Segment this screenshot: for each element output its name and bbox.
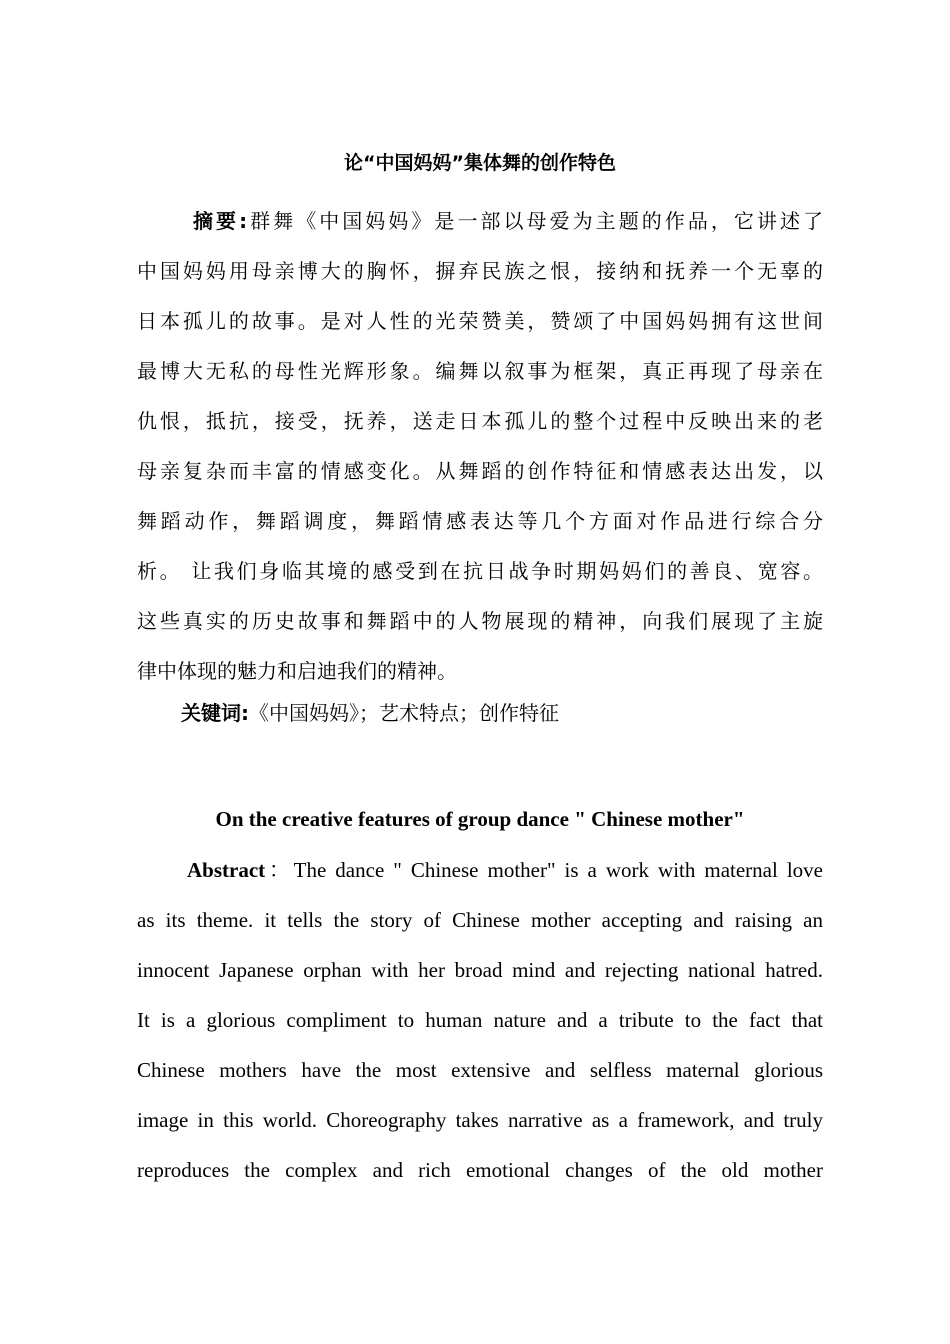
chinese-abstract [137,196,823,696]
english-abstract-line: Chinese mothers have the most extensive and selfless maternal glorious [137,1058,823,1082]
chinese-abstract-line: 最博大无私的母性光辉形象。编舞以叙事为框架，真正再现了母亲在 [137,359,823,383]
chinese-abstract-line: 舞蹈动作，舞蹈调度，舞蹈情感表达等几个方面对作品进行综合分 [137,509,823,533]
chinese-abstract-line: 母亲复杂而丰富的情感变化。从舞蹈的创作特征和情感表达出发，以 [137,459,823,483]
english-abstract-line: image in this world. Choreography takes narrative as a framework, and truly [137,1108,823,1132]
chinese-abstract-line: 这些真实的历史故事和舞蹈中的人物展现的精神，向我们展现了主旋 [137,609,823,633]
english-abstract-line: It is a glorious compliment to human nature and a tribute to the fact that [137,1008,823,1032]
chinese-abstract-line: 仇恨，抵抗，接受，抚养，送走日本孤儿的整个过程中反映出来的老 [137,409,823,433]
english-abstract-line: Abstract：The dance " Chinese mother" is a work with maternal love [187,858,823,882]
english-abstract-line: innocent Japanese orphan with her broad mind and rejecting national hatred. [137,958,823,982]
chinese-abstract-line: 日本孤儿的故事。是对人性的光荣赞美，赞颂了中国妈妈拥有这世间 [137,309,823,333]
chinese-abstract-label: 摘要: [193,209,248,233]
keywords-label: 关键词: [181,701,249,725]
keywords-text: 《中国妈妈》；艺术特点；创作特征 [249,701,559,725]
chinese-abstract-line: 摘要:群舞《中国妈妈》是一部以母爱为主题的作品，它讲述了 [193,209,823,233]
chinese-abstract-line: 律中体现的魅力和启迪我们的精神。 [137,659,457,683]
chinese-abstract-line: 析。 让我们身临其境的感受到在抗日战争时期妈妈们的善良、宽容。 [137,559,823,583]
english-title: On the creative features of group dance " Chinese mother" [215,807,745,831]
english-abstract-line: reproduces the complex and rich emotional changes of the old mother [137,1158,823,1182]
english-abstract [137,845,823,1195]
english-abstract-line: as its theme. it tells the story of Chinese mother accepting and raising an [137,908,823,932]
chinese-keywords [181,688,559,738]
chinese-abstract-line: 中国妈妈用母亲博大的胸怀，摒弃民族之恨，接纳和抚养一个无辜的 [137,259,823,283]
english-abstract-label: Abstract [187,858,266,882]
chinese-title: 论“中国妈妈”集体舞的创作特色 [344,152,616,174]
